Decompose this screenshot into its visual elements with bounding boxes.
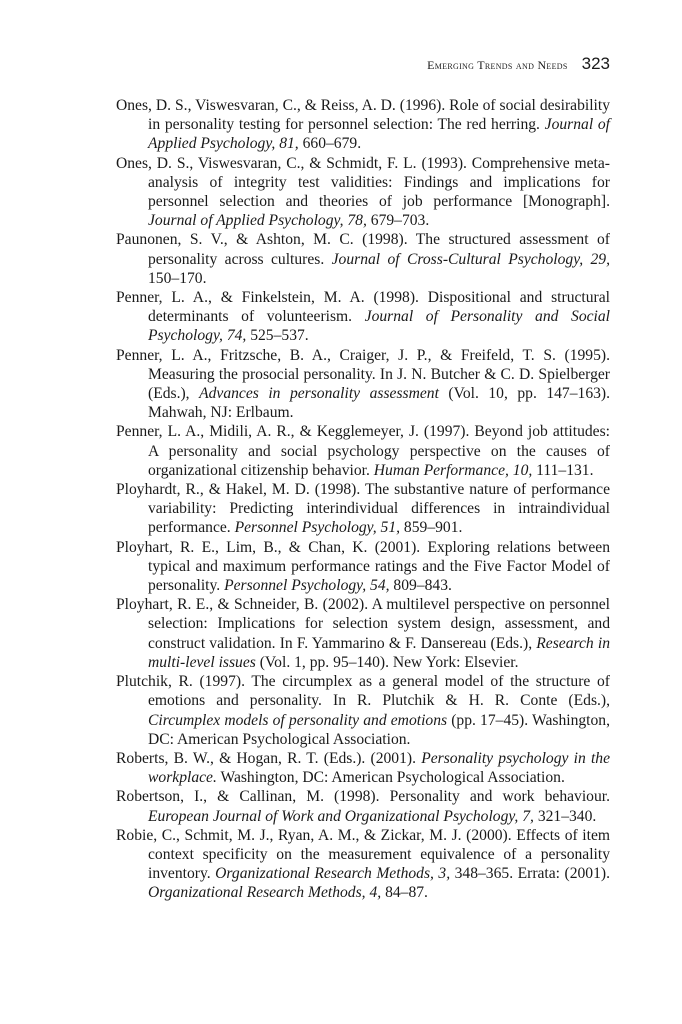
reference-text: Ones, D. S., Viswesvaran, C., & Schmidt, F. L. (1993). Comprehensive meta-analysis of integrity test validities: Findings and implications for personnel selection and theories of job performance [Monograph].	[116, 154, 610, 211]
reference-source: Personnel Psychology, 54,	[224, 577, 390, 595]
reference-source: Personality psychology in the workplace.	[148, 749, 610, 787]
reference-pages: 321–340.	[533, 807, 597, 825]
reference-entry	[116, 422, 610, 480]
reference-pages: 859–901.	[400, 519, 463, 537]
reference-source: Human Performance, 10,	[373, 461, 533, 479]
reference-entry	[116, 154, 610, 231]
reference-entry	[116, 230, 610, 288]
reference-pages: (pp. 17–45). Washington, DC: American Psychological Association.	[148, 711, 610, 748]
reference-pages: 150–170.	[148, 269, 207, 287]
reference-text: Ones, D. S., Viswesvaran, C., & Reiss, A. D. (1996). Role of social desirability in personality testing for personnel selection: The red herring.	[116, 97, 610, 134]
reference-source: European Journal of Work and Organizational Psychology, 7,	[148, 807, 534, 825]
reference-entry	[116, 595, 610, 672]
reference-source: Personnel Psychology, 51,	[234, 519, 401, 537]
reference-entry	[116, 749, 610, 787]
reference-text: Roberts, B. W., & Hogan, R. T. (Eds.). (2001).	[116, 749, 422, 767]
reference-source: Journal of Applied Psychology, 81,	[148, 116, 610, 153]
reference-entry	[116, 346, 610, 423]
reference-entry	[116, 288, 610, 346]
reference-entry	[116, 538, 610, 596]
reference-text: Paunonen, S. V., & Ashton, M. C. (1998). The structured assessment of personality across cultures.	[116, 231, 610, 268]
reference-source-errata: Organizational Research Methods, 4,	[148, 884, 382, 902]
reference-text: Robie, C., Schmit, M. J., Ryan, A. M., & Zickar, M. J. (2000). Effects of item context specificity on the measurement equivalence of a personality inventory.	[116, 826, 610, 883]
reference-text: Ployhart, R. E., & Schneider, B. (2002). A multilevel perspective on personnel selection: Implications for selection system design, assessment, and construct validation. In F. Yammarino & F. Dansereau (Eds.),	[116, 596, 610, 652]
reference-pages: (Vol. 1, pp. 95–140). New York: Elsevier.	[255, 653, 519, 671]
reference-source: Advances in personality assessment	[199, 385, 439, 403]
reference-pages: 525–537.	[246, 327, 309, 345]
reference-entry	[116, 672, 610, 749]
reference-source: Journal of Cross-Cultural Psychology, 29,	[331, 250, 611, 268]
reference-source: Circumplex models of personality and emotions	[148, 711, 448, 729]
reference-text: Ployhart, R. E., Lim, B., & Chan, K. (2001). Exploring relations between typical and maximum performance ratings and the Five Factor Model of personality.	[116, 538, 610, 595]
reference-text: Penner, L. A., Fritzsche, B. A., Craiger, J. P., & Freifeld, T. S. (1995). Measuring the prosocial personality. In J. N. Butcher & C. D. Spielberger (Eds.),	[116, 346, 610, 403]
reference-text: Plutchik, R. (1997). The circumplex as a general model of the structure of emotions and personality. In R. Plutchik & H. R. Conte (Eds.),	[116, 673, 610, 710]
reference-text: Penner, L. A., Midili, A. R., & Kegglemeyer, J. (1997). Beyond job attitudes: A personality and social psychology perspective on the causes of organizational citizenship behavior.	[116, 423, 610, 479]
reference-entry	[116, 480, 610, 538]
reference-source: Journal of Applied Psychology, 78,	[148, 212, 367, 230]
running-title: Emerging Trends and Needs	[427, 58, 568, 72]
reference-text: Robertson, I., & Callinan, M. (1998). Personality and work behaviour.	[116, 788, 610, 806]
reference-source: Research in multi-level issues	[148, 634, 611, 671]
reference-pages: 348–365. Errata: (2001).	[450, 865, 610, 883]
reference-pages: 809–843.	[389, 577, 452, 595]
reference-pages-errata: 84–87.	[381, 884, 428, 902]
reference-entry	[116, 96, 610, 154]
page-number: 323	[581, 54, 610, 73]
reference-entry	[116, 787, 610, 825]
reference-entry	[116, 826, 610, 903]
reference-pages: 111–131.	[532, 461, 594, 479]
reference-pages: 660–679.	[298, 135, 362, 153]
reference-pages: (Vol. 10, pp. 147–163). Mahwah, NJ: Erlbaum.	[148, 385, 610, 422]
reference-source: Journal of Personality and Social Psychology, 74,	[148, 308, 610, 345]
reference-source: Organizational Research Methods, 3,	[215, 865, 451, 883]
running-head	[427, 54, 610, 74]
reference-pages: 679–703.	[366, 212, 430, 230]
reference-text: Ployhardt, R., & Hakel, M. D. (1998). The substantive nature of performance variability: Predicting interindividual differences in intraindividual performance.	[116, 481, 610, 537]
reference-list	[116, 96, 610, 903]
reference-text: Penner, L. A., & Finkelstein, M. A. (1998). Dispositional and structural determinants of volunteerism.	[116, 289, 610, 326]
reference-pages: Washington, DC: American Psychological Association.	[216, 769, 565, 787]
